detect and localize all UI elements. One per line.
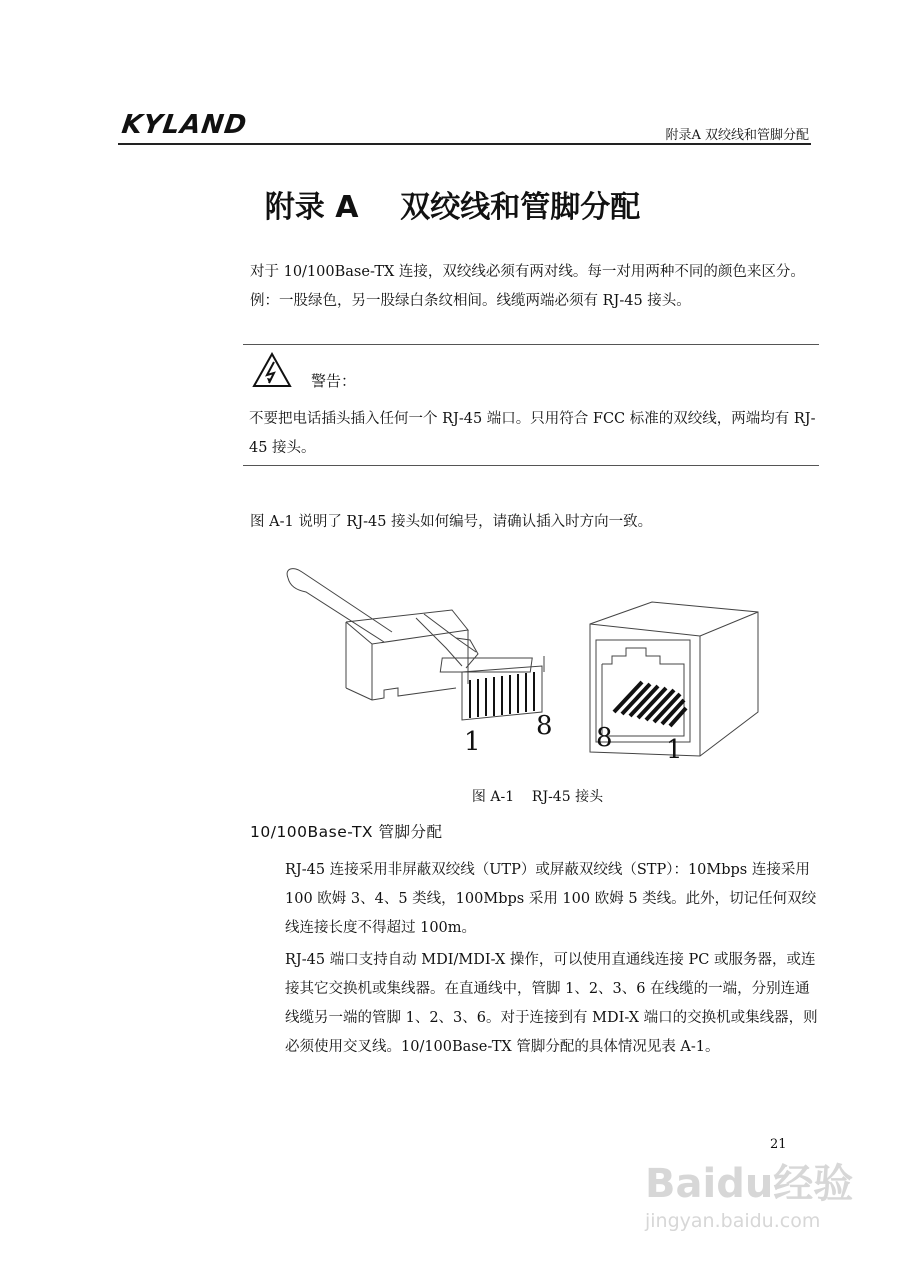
plug-pin-8-label: 8	[536, 711, 553, 741]
paragraph-cabling: RJ-45 连接采用非屏蔽双绞线（UTP）或屏蔽双绞线（STP）：10Mbps 连接采用 100 欧姆 3、4、5 类线，100Mbps 采用 100 欧姆 5 类线。此外，切记任何双绞线连接长度不得超过 100m。	[285, 862, 817, 936]
section-heading: 10/100Base-TX 管脚分配	[250, 823, 443, 841]
warning-top-rule	[243, 344, 819, 345]
figure-caption: 图 A-1 RJ-45 接头	[471, 789, 604, 805]
header-divider	[118, 143, 811, 145]
chapter-title: 附录 A 双绞线和管脚分配	[264, 190, 641, 225]
page-number: 21	[770, 1137, 787, 1152]
jack-pin-8-label: 8	[596, 723, 613, 753]
rj45-plug	[346, 610, 544, 720]
warning-label: 警告：	[311, 372, 357, 390]
rj45-figure	[280, 560, 780, 774]
intro-paragraph: 对于 10/100Base-TX 连接，双绞线必须有两对线。每一对用两种不同的颜色来区分。例：一股绿色，另一股绿白条纹相间。线缆两端必须有 RJ-45 接头。	[250, 264, 805, 309]
kyland-logo: KYLAND	[119, 110, 250, 140]
watermark-brand: Baidu经验	[645, 1161, 854, 1207]
plug-contacts	[470, 672, 534, 718]
plug-pin-1-label: 1	[464, 727, 481, 757]
figure-intro: 图 A-1 说明了 RJ-45 接头如何编号，请确认插入时方向一致。	[250, 514, 653, 530]
jack-pin-1-label: 1	[666, 735, 683, 765]
warning-bottom-rule	[243, 465, 819, 466]
paragraph-mdi: RJ-45 端口支持自动 MDI/MDI-X 操作，可以使用直通线连接 PC 或服务器，或连接其它交换机或集线器。在直通线中，管脚 1、2、3、6 在线缆的一端，分别连通线缆另一端的管脚 1、2、3、6。对于连接到有 MDI-X 端口的交换机或集线器，则必须使用交叉线。10/100Base-TX 管脚分配的具体情况见表 A-1。	[285, 952, 818, 1055]
rj45-jack	[590, 602, 758, 756]
running-header: 附录A 双绞线和管脚分配	[665, 128, 809, 143]
jack-contacts	[614, 682, 686, 726]
lightning-warning-icon	[252, 352, 292, 392]
warning-text: 不要把电话插头插入任何一个 RJ-45 端口。只用符合 FCC 标准的双绞线，两端均有 RJ-45 接头。	[249, 411, 816, 456]
cable-outline-bottom	[288, 578, 384, 642]
baidu-watermark	[645, 1162, 865, 1236]
cable-outline-top	[287, 569, 392, 632]
watermark-url: jingyan.baidu.com	[645, 1210, 821, 1232]
